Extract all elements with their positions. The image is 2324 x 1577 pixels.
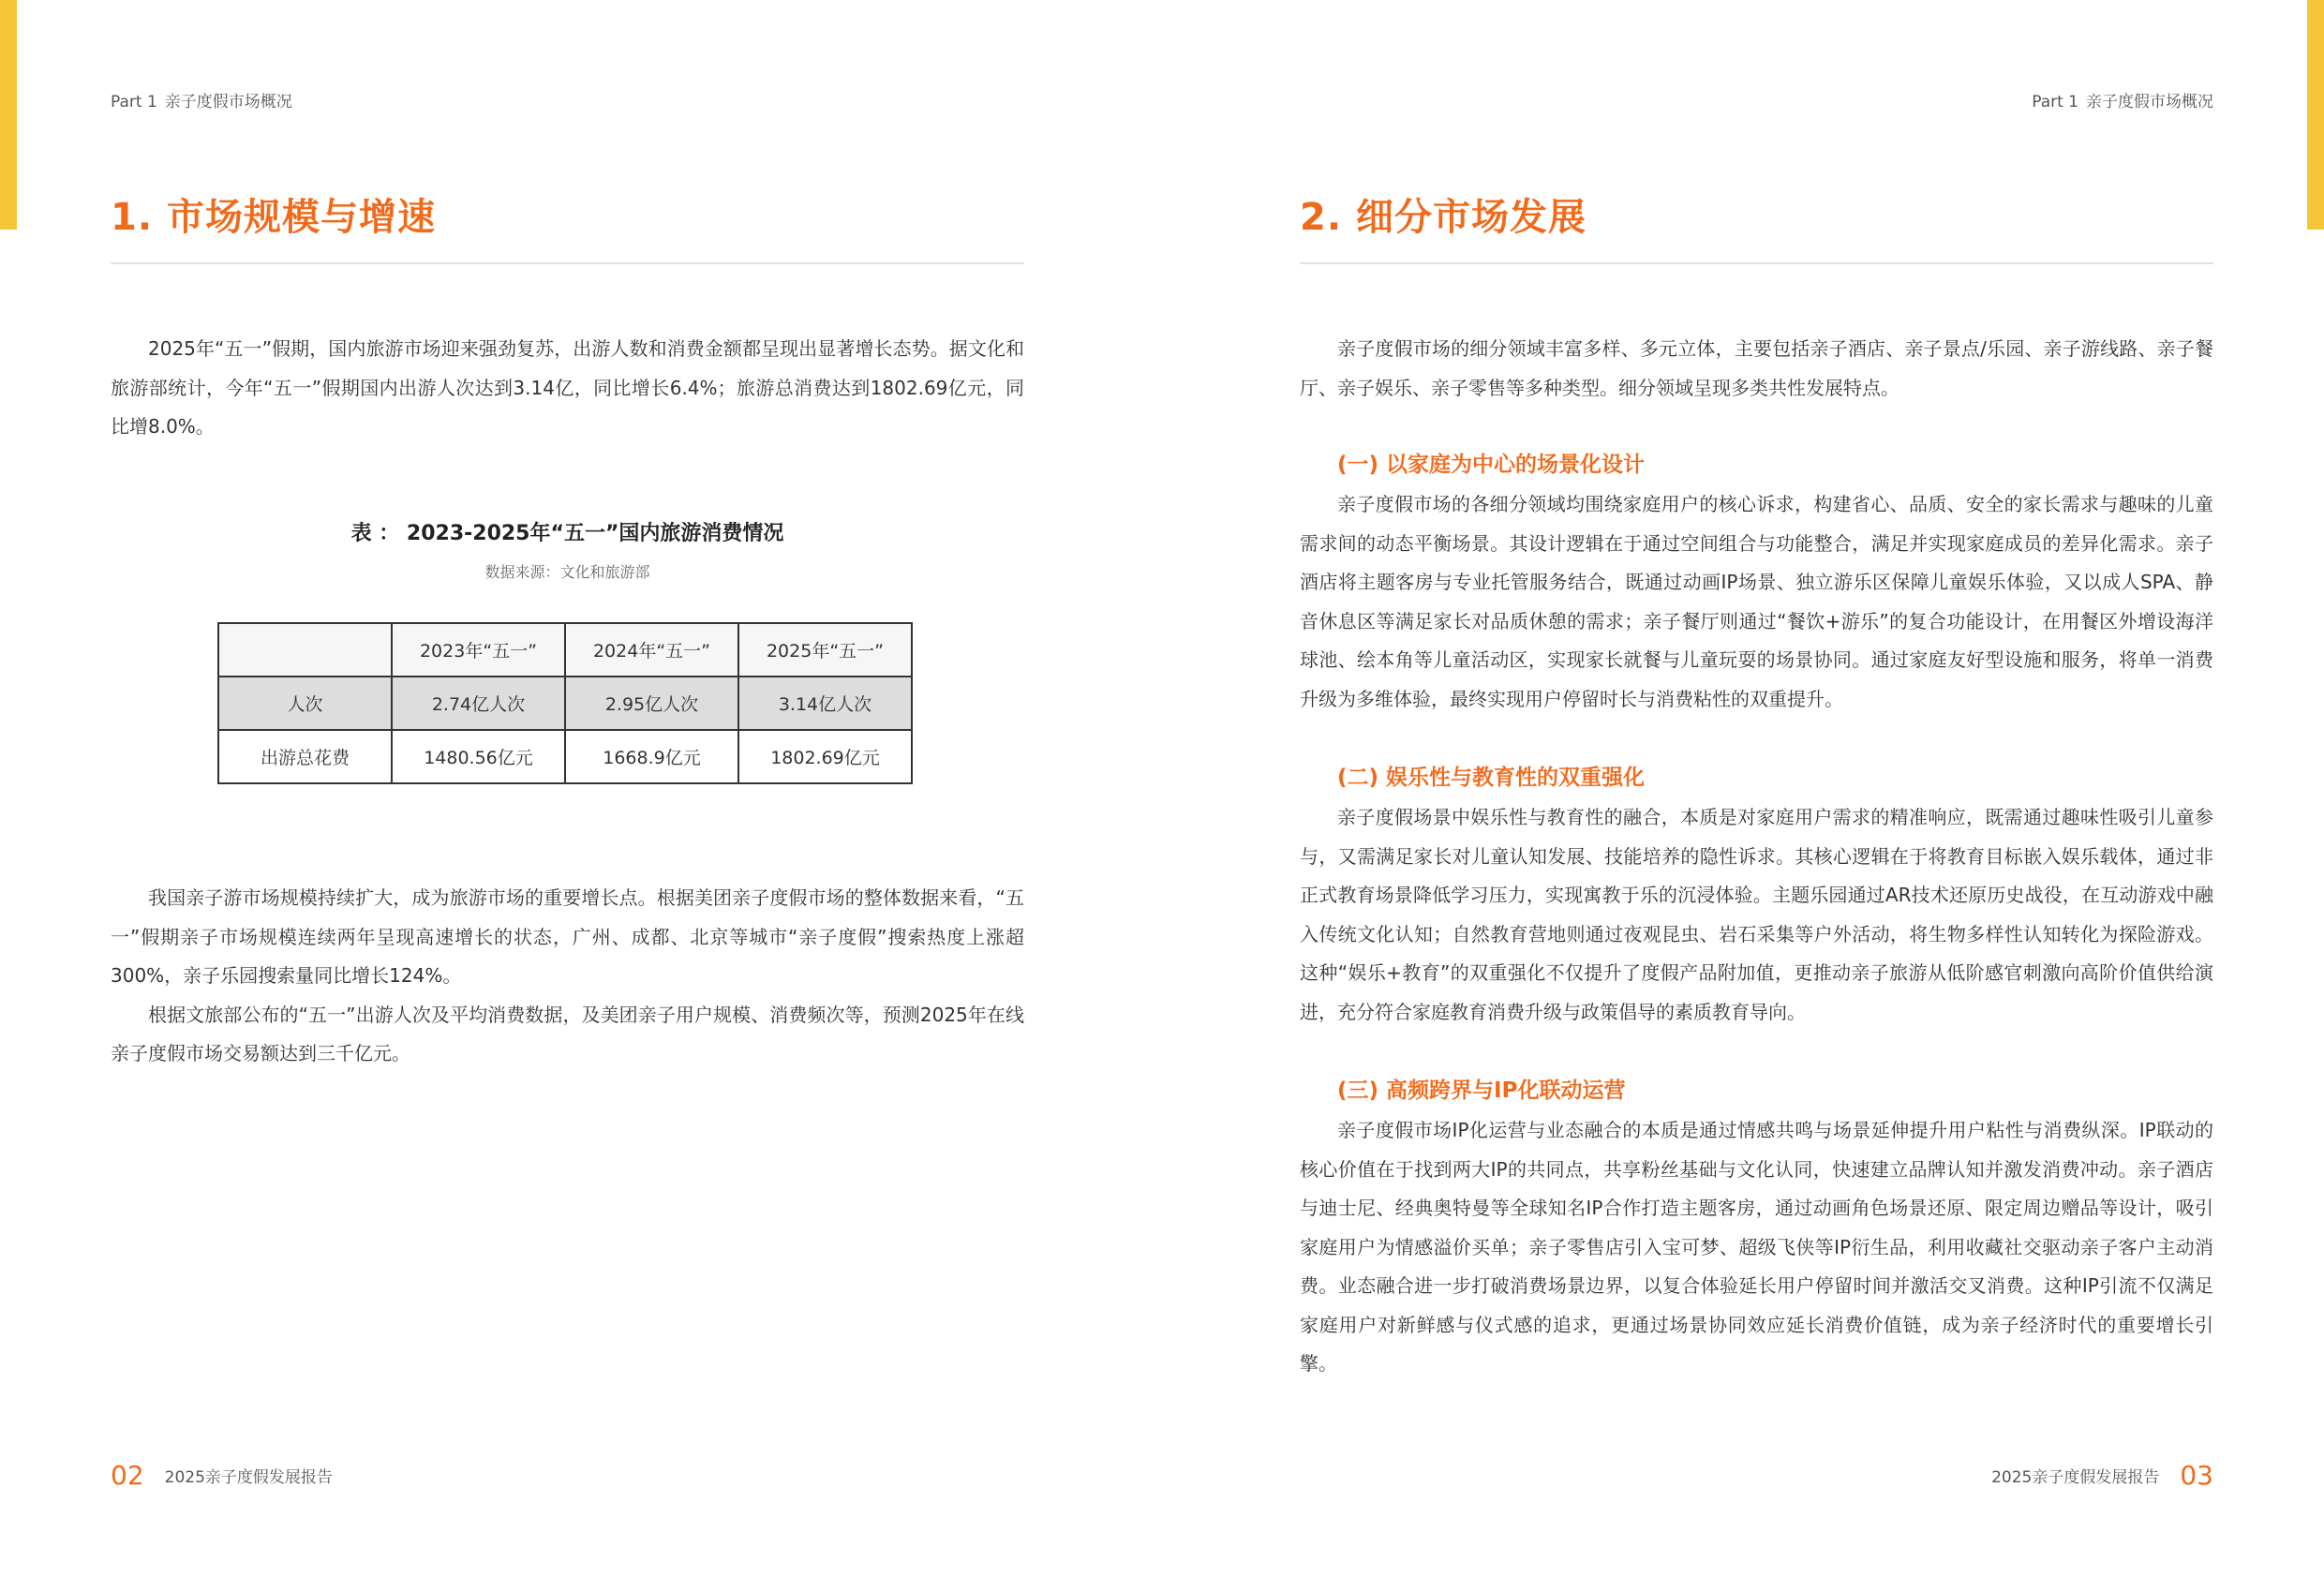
table-cell: 2.74亿人次	[392, 677, 565, 730]
section-2-body-block	[1300, 798, 2213, 1032]
table-header-cell: 2023年“五一”	[392, 623, 565, 677]
left-footer-report-name: 2025亲子度假发展报告	[164, 1468, 333, 1487]
table-cell: 1802.69亿元	[738, 730, 912, 783]
table-header-cell: 2024年“五一”	[565, 623, 738, 677]
right-intro-paragraph: 亲子度假市场的细分领域丰富多样、多元立体，主要包括亲子酒店、亲子景点/乐园、亲子游线路、亲子餐厅、亲子娱乐、亲子零售等多种类型。细分领域呈现多类共性发展特点。	[1300, 337, 2213, 399]
tourism-consumption-table	[217, 622, 913, 784]
left-running-header	[111, 88, 292, 112]
sub-heading-3: (三) 高频跨界与IP化联动运营	[1337, 1079, 1626, 1103]
right-header-part: Part 1	[2032, 93, 2078, 112]
right-footer-report-name: 2025亲子度假发展报告	[1991, 1468, 2160, 1487]
left-body-paragraph: 根据文旅部公布的“五一”出游人次及平均消费数据，及美团亲子用户规模、消费频次等，预测2025年在线亲子度假市场交易额达到三千亿元。	[111, 1003, 1024, 1064]
right-header-section: 亲子度假市场概况	[2086, 93, 2213, 112]
table-cell: 1480.56亿元	[392, 730, 565, 783]
table-header-cell: 2025年“五一”	[738, 623, 912, 677]
table-cell: 3.14亿人次	[738, 677, 912, 730]
table-title: 表 ： 2023-2025年“五一”国内旅游消费情况	[350, 522, 784, 545]
left-intro-block	[111, 330, 1024, 447]
table-cell: 人次	[218, 677, 392, 730]
right-title-divider	[1300, 262, 2213, 264]
left-page-number: 02	[111, 1460, 144, 1491]
right-page-number: 03	[2180, 1460, 2213, 1491]
left-accent-bar	[0, 0, 17, 230]
right-footer	[1991, 1460, 2213, 1491]
right-section-title: 2. 细分市场发展	[1300, 196, 1587, 239]
table-row	[218, 730, 912, 783]
table-row	[218, 677, 912, 730]
table-source: 数据来源：文化和旅游部	[484, 563, 650, 581]
right-page	[1300, 0, 2213, 1577]
section-1-body-block	[1300, 485, 2213, 719]
left-header-section: 亲子度假市场概况	[164, 93, 292, 112]
section-3-body-block	[1300, 1111, 2213, 1384]
left-intro-paragraph: 2025年“五一”假期，国内旅游市场迎来强劲复苏，出游人数和消费金额都呈现出显著增长态势。据文化和旅游部统计，今年“五一”假期国内出游人次达到3.14亿，同比增长6.4%；旅游总消费达到1802.69亿元，同比增8.0%。	[111, 337, 1024, 438]
section-2-paragraph: 亲子度假场景中娱乐性与教育性的融合，本质是对家庭用户需求的精准响应，既需通过趣味性吸引儿童参与，又需满足家长对儿童认知发展、技能培养的隐性诉求。其核心逻辑在于将教育目标嵌入娱乐载体，通过非正式教育场景降低学习压力，实现寓教于乐的沉浸体验。主题乐园通过AR技术还原历史战役，在互动游戏中融入传统文化认知；自然教育营地则通过夜观昆虫、岩石采集等户外活动，将生物多样性认知转化为探险游戏。这种“娱乐+教育”的双重强化不仅提升了度假产品附加值，更推动亲子旅游从低阶感官刺激向高阶价值供给演进，充分符合家庭教育消费升级与政策倡导的素质教育导向。	[1300, 806, 2213, 1023]
sub-heading-2: (二) 娱乐性与教育性的双重强化	[1337, 766, 1646, 790]
left-footer	[111, 1460, 333, 1491]
table-header-row	[218, 623, 912, 677]
section-1-paragraph: 亲子度假市场的各细分领域均围绕家庭用户的核心诉求，构建省心、品质、安全的家长需求与趣味的儿童需求间的动态平衡场景。其设计逻辑在于通过空间组合与功能整合，满足并实现家庭成员的差异化需求。亲子酒店将主题客房与专业托管服务结合，既通过动画IP场景、独立游乐区保障儿童娱乐体验，又以成人SPA、静音休息区等满足家长对品质休憩的需求；亲子餐厅则通过“餐饮+游乐”的复合功能设计，在用餐区外增设海洋球池、绘本角等儿童活动区，实现家长就餐与儿童玩耍的场景协同。通过家庭友好型设施和服务，将单一消费升级为多维体验，最终实现用户停留时长与消费粘性的双重提升。	[1300, 493, 2213, 710]
left-header-part: Part 1	[111, 93, 157, 112]
left-body-block	[111, 879, 1024, 1074]
section-3-paragraph: 亲子度假市场IP化运营与业态融合的本质是通过情感共鸣与场景延伸提升用户粘性与消费纵深。IP联动的核心价值在于找到两大IP的共同点，共享粉丝基础与文化认同，快速建立品牌认知并激发消费冲动。亲子酒店与迪士尼、经典奥特曼等全球知名IP合作打造主题客房，通过动画角色场景还原、限定周边赠品等设计，吸引家庭用户为情感溢价买单；亲子零售店引入宝可梦、超级飞侠等IP衍生品，利用收藏社交驱动亲子客户主动消费。业态融合进一步打破消费场景边界，以复合体验延长用户停留时间并激活交叉消费。这种IP引流不仅满足家庭用户对新鲜感与仪式感的追求，更通过场景协同效应延长消费价值链，成为亲子经济时代的重要增长引擎。	[1300, 1119, 2213, 1375]
table-cell: 2.95亿人次	[565, 677, 738, 730]
table-cell: 1668.9亿元	[565, 730, 738, 783]
table-header-cell	[218, 623, 392, 677]
left-body-paragraph: 我国亲子游市场规模持续扩大，成为旅游市场的重要增长点。根据美团亲子度假市场的整体数据来看，“五一”假期亲子市场规模连续两年呈现高速增长的状态，广州、成都、北京等城市“亲子度假”搜索热度上涨超300%，亲子乐园搜索量同比增长124%。	[111, 886, 1024, 987]
left-title-divider	[111, 262, 1024, 264]
left-section-title: 1. 市场规模与增速	[111, 196, 436, 239]
left-page	[111, 0, 1024, 1577]
right-running-header	[2032, 88, 2213, 112]
right-accent-bar	[2307, 0, 2324, 230]
table-cell: 出游总花费	[218, 730, 392, 783]
sub-heading-1: (一) 以家庭为中心的场景化设计	[1337, 453, 1646, 477]
right-intro-block	[1300, 330, 2213, 408]
